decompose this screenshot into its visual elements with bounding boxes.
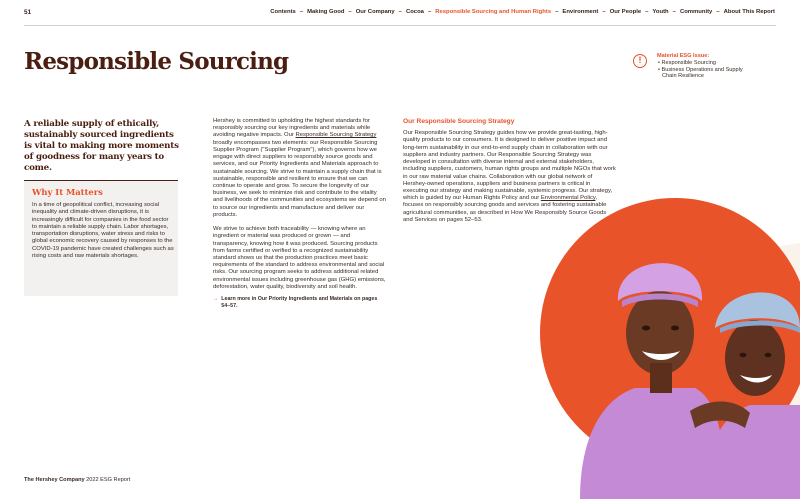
nav-responsible-sourcing-and-human-rights[interactable]: Responsible Sourcing and Human Rights bbox=[435, 9, 552, 15]
page-number: 51 bbox=[24, 9, 32, 16]
nav-separator: – bbox=[645, 9, 649, 15]
nav-separator: – bbox=[602, 9, 606, 15]
nav-separator: – bbox=[427, 9, 432, 15]
nav-our-people[interactable]: Our People bbox=[609, 9, 642, 15]
nav-contents[interactable]: Contents bbox=[270, 9, 296, 15]
nav-separator: – bbox=[398, 9, 402, 15]
strategy-body-text: Our Responsible Sourcing Strategy guides how we provide great-tasting, high-quality products to our consumers. It is designed to deliver positive impact and long-term sustainability in our end-to-end supply chain in collaboration with our suppliers and industry partners. Our Responsible Sourcing Strategy was developed in consultation with diverse internal and external stakeholders, including suppliers, customers, human rights groups and multiple NGOs that work in our raw material value chains. Collaboration with our global network of Hershey-owned operations, suppliers and business partners is critical in executing our strategy and making sustainable, systemic progress. Our strategy, which is guided by our Human Rights Policy and our bbox=[403, 130, 616, 202]
nav-separator: – bbox=[299, 9, 304, 15]
why-it-matters-panel bbox=[24, 180, 178, 296]
esg-issue-item: • Business Operations and Supply bbox=[658, 66, 743, 73]
nav-our-company[interactable]: Our Company bbox=[355, 9, 395, 15]
nav-separator: – bbox=[555, 9, 559, 15]
esg-label: Material ESG Issue: bbox=[657, 53, 710, 59]
arrow-right-icon: → bbox=[213, 296, 219, 303]
nav-separator: – bbox=[348, 9, 352, 15]
section-navigation bbox=[270, 9, 775, 15]
learn-more-link[interactable] bbox=[213, 296, 387, 309]
nav-environment[interactable]: Environment bbox=[562, 9, 599, 15]
footer-company: The Hershey Company bbox=[24, 477, 85, 483]
workers-photo bbox=[510, 183, 800, 499]
header-divider bbox=[24, 25, 776, 26]
nav-separator: – bbox=[672, 9, 676, 15]
page-title: Responsible Sourcing bbox=[24, 48, 289, 75]
nav-youth[interactable]: Youth bbox=[652, 9, 669, 15]
middle-paragraph-1-text: broadly encompasses two elements: our Responsible Sourcing Supplier Program ("Supplier Program"), which governs how we engage with direct suppliers to responsibly source goods and services, and our Priority Ingredients and Materials approach to sustainable sourcing. We strive to maintain a supply chain that is sustainable, responsible and resilient to ensure that we can continue to operate and grow. To secure the longevity of our business, we seek to minimize risk and contribute to the vitality and livelihoods of the communities and ecosystems we depend on to source our ingredients and manufacture and deliver our products. bbox=[213, 139, 386, 218]
nav-about-this-report[interactable]: About This Report bbox=[723, 9, 775, 15]
top-bar bbox=[0, 0, 800, 26]
middle-paragraph-1 bbox=[213, 118, 387, 219]
esg-issue-item: Chain Resilience bbox=[662, 73, 704, 80]
responsible-sourcing-strategy-link[interactable]: Responsible Sourcing Strategy bbox=[295, 132, 377, 139]
middle-paragraph-1-text: Hershey is committed to upholding the highest standards for responsibly sourcing our key ingredients and materials while avoiding negative impacts. Our bbox=[213, 118, 371, 139]
footer-report: 2022 ESG Report bbox=[84, 477, 131, 483]
nav-cocoa[interactable]: Cocoa bbox=[405, 9, 424, 15]
nav-community[interactable]: Community bbox=[679, 9, 713, 15]
strategy-heading: Our Responsible Sourcing Strategy bbox=[403, 118, 515, 125]
footer bbox=[24, 477, 130, 483]
middle-paragraph-2: We strive to achieve both traceability — knowing where an ingredient or material was produced or grown — and transparency, knowing how it was produced. Sourcing products from farms certified or verified to a recognized sustainability standard shows us that the production practices meet basic requirements of the standard to address environmental and social risks. Our sourcing program seeks to address additional related environmental issues including greenhouse gas (GHG) emissions, deforestation, water quality, biodiversity and soil health. bbox=[213, 226, 386, 290]
strategy-body-text: , focuses on responsibly sourcing goods and services and fostering sustainable agricultural communities, as described in How We Responsibly Source Goods and Services on pages 52–53. bbox=[403, 195, 607, 223]
middle-column bbox=[213, 118, 387, 309]
nav-separator: – bbox=[716, 9, 720, 15]
why-it-matters-body: In a time of geopolitical conflict, increasing social inequality and climate-driven disruptions, it is increasingly difficult for companies in the food sector to maintain a reliable supply chain. Labor shortages, transportation disruptions, water stress and risks to global economic recovery caused by responses to the COVID-19 pandemic have created challenges such as rising costs and raw materials shortages. bbox=[32, 202, 174, 259]
alert-icon: ! bbox=[633, 54, 647, 68]
esg-issue-text bbox=[657, 53, 783, 80]
learn-more-text: Learn more in Our Priority Ingredients and Materials on pages 54–57. bbox=[221, 296, 378, 309]
why-it-matters-heading: Why It Matters bbox=[32, 187, 103, 197]
lead-statement: A reliable supply of ethically, sustainably sourced ingredients is vital to making more moments of goodness for many years to come. bbox=[24, 119, 179, 174]
esg-issue-item: • Responsible Sourcing bbox=[658, 59, 716, 66]
nav-making-good[interactable]: Making Good bbox=[307, 9, 345, 15]
environmental-policy-link[interactable]: Environmental Policy bbox=[540, 195, 596, 202]
